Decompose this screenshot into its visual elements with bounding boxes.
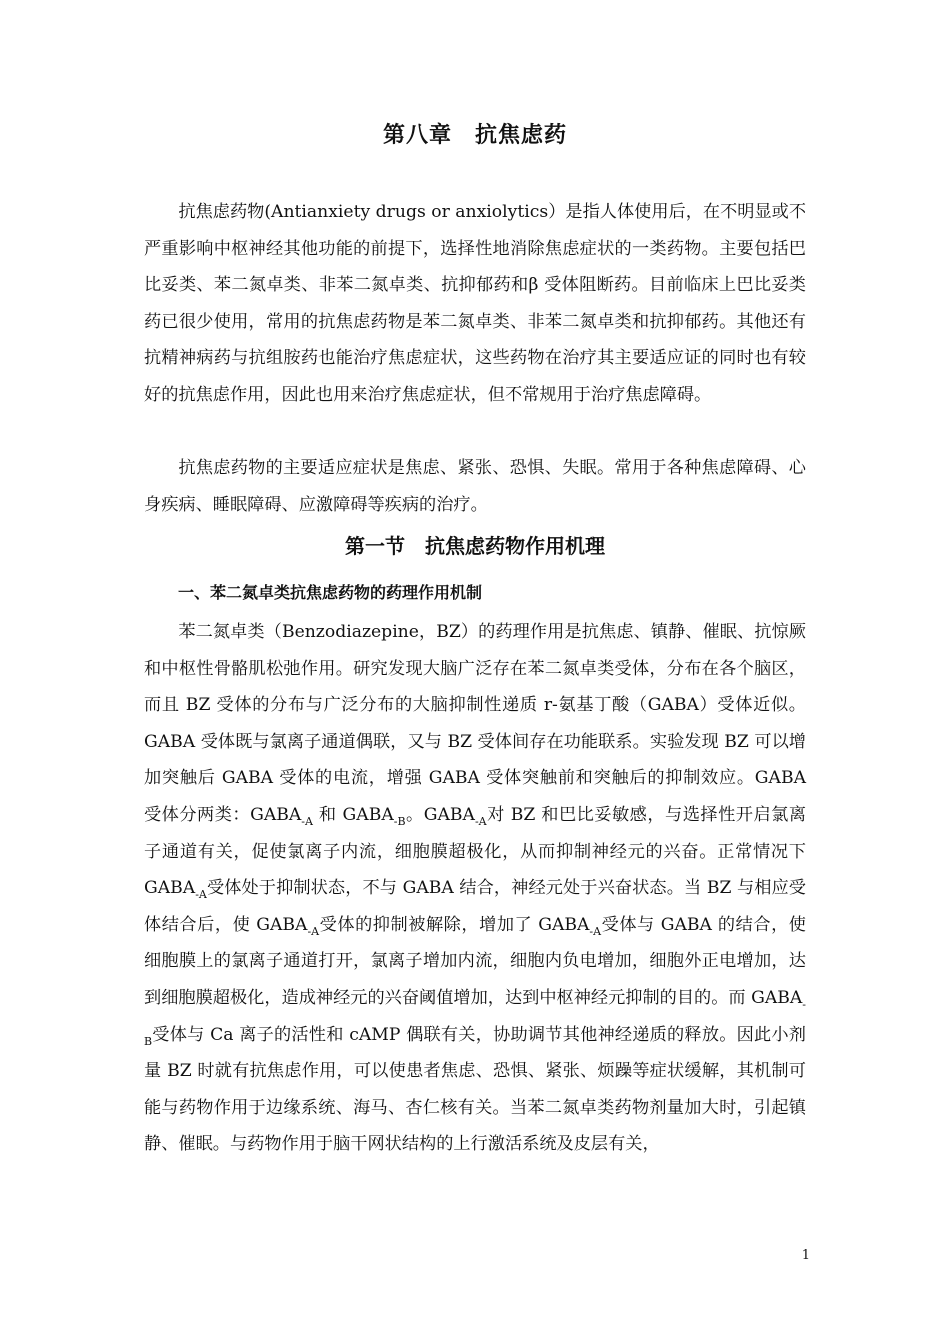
text-run: 对 BZ 和巴比妥敏感，与选择性开启氯离子通道有关，促使氯离子内流，细胞膜超极化，从而抑制神经元的兴奋。正常情况下 GABA	[144, 804, 807, 899]
section-title: 第一节 抗焦虑药物作用机理	[345, 534, 605, 558]
intro-paragraph-2: 抗焦虑药物的主要适应症状是焦虑、紧张、恐惧、失眠。常用于各种焦虑障碍、心身疾病、睡眠障碍、应激障碍等疾病的治疗。	[144, 458, 806, 515]
text-run: 受体与 Ca 离子的活性和 cAMP 偶联有关，协助调节其他神经递质的释放。因此小剂量 BZ 时就有抗焦虑作用，可以使患者焦虑、恐惧、紧张、烦躁等症状缓解，其机制可能与药物作用于边缘系统、海马、杏仁核有关。当苯二氮卓类药物剂量加大时，引起镇静、催眠。与药物作用于脑干网状结构的上行激活系统及皮层有关，	[144, 1024, 806, 1155]
section-subheading: 一、苯二氮卓类抗焦虑药物的药理作用机制	[178, 583, 483, 602]
section-paragraph	[144, 614, 806, 1163]
subscript: -A	[195, 888, 207, 902]
subscript: -A	[589, 924, 602, 938]
subscript: -A	[307, 924, 320, 938]
text-run: 和 GABA	[312, 804, 394, 825]
subscript: -A	[301, 814, 313, 828]
page-number: 1	[801, 1248, 810, 1263]
chapter-title: 第八章 抗焦虑药	[382, 123, 567, 148]
subscript: -B	[393, 814, 406, 828]
subscript: -B	[144, 997, 806, 1048]
text-run: 受体的抑制被解除，增加了 GABA	[319, 914, 590, 935]
subscript: -A	[474, 814, 487, 828]
text-run: 。GABA	[405, 804, 475, 825]
text-run: 苯二氮卓类（Benzodiazepine，BZ）的药理作用是抗焦虑、镇静、催眠、抗惊厥和中枢性骨骼肌松弛作用。研究发现大脑广泛存在苯二氮卓类受体，分布在各个脑区，而且 BZ 受体的分布与广泛分布的大脑抑制性递质 r-氨基丁酸（GABA）受体近似。GABA 受体既与氯离子通道偶联，又与 BZ 受体间存在功能联系。实验发现 BZ 可以增加突触后 GABA 受体的电流，增强 GABA 受体突触前和突触后的抑制效应。GABA 受体分两类：GABA	[144, 622, 806, 825]
text-run: 受体处于抑制状态，不与 GABA 结合，神经元处于兴奋状态。当 BZ 与相应受体结合后，使 GABA	[144, 878, 806, 935]
intro-paragraph-1: 抗焦虑药物(Antianxiety drugs or anxiolytics）是指人体使用后，在不明显或不严重影响中枢神经其他功能的前提下，选择性地消除焦虑症状的一类药物。主要包括巴比妥类、苯二氮卓类、非苯二氮卓类、抗抑郁药和β 受体阻断药。目前临床上巴比妥类药已很少使用，常用的抗焦虑药物是苯二氮卓类、非苯二氮卓类和抗抑郁药。其他还有抗精神病药与抗组胺药也能治疗焦虑症状，这些药物在治疗其主要适应证的同时也有较好的抗焦虑作用，因此也用来治疗焦虑症状，但不常规用于治疗焦虑障碍。	[144, 202, 807, 405]
text-run: 受体与 GABA 的结合，使细胞膜上的氯离子通道打开，氯离子增加内流，细胞内负电增加，细胞外正电增加，达到细胞膜超极化，造成神经元的兴奋阈值增加，达到中枢神经元抑制的目的。而 GABA	[144, 914, 806, 1008]
